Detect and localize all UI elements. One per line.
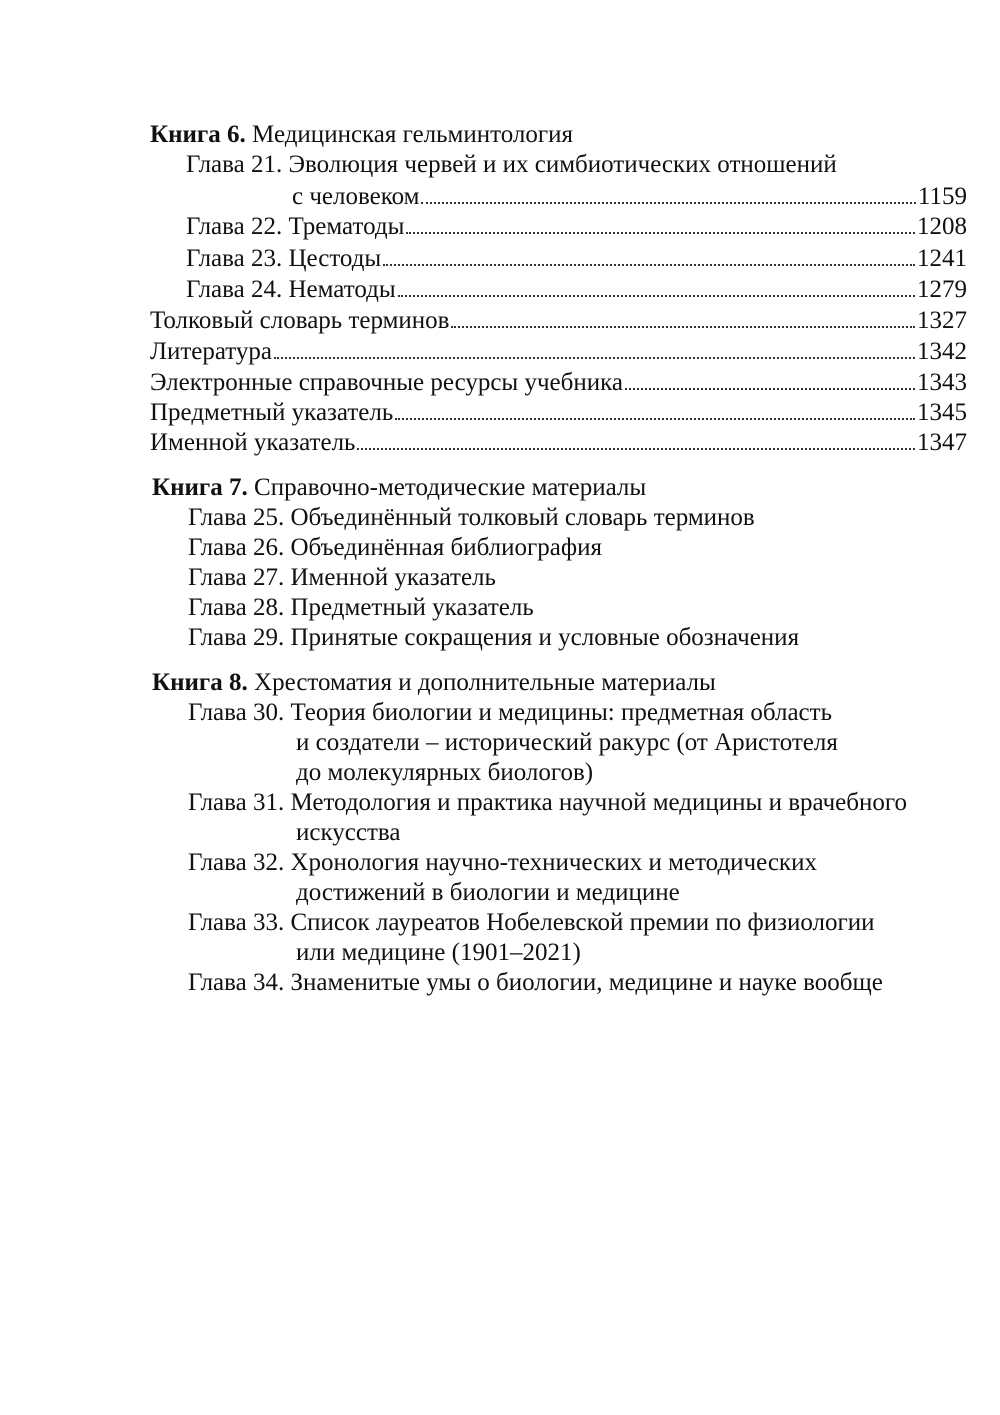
leader-dots [406, 232, 915, 234]
chapter-23-title: Цестоды [288, 245, 382, 272]
chapter-24-title: Нематоды [288, 276, 396, 303]
appendix-glossary-row [150, 306, 967, 336]
leader-dots [451, 326, 915, 328]
chapter-23-row [186, 244, 967, 274]
appendix-literature-row [150, 337, 967, 367]
chapter-30-line2 [296, 728, 838, 758]
chapter-21-label: Глава 21. [186, 151, 283, 178]
chapter-31-title: Методология и практика научной медицины и врачебного [290, 789, 908, 816]
chapter-22-row [186, 212, 967, 242]
leader-dots [398, 295, 915, 297]
chapter-24-row [186, 275, 967, 305]
chapter-29-label: Глава 29. [188, 624, 285, 651]
chapter-25-label: Глава 25. [188, 504, 285, 531]
chapter-33-title-cont: или медицине (1901–2021) [296, 939, 581, 966]
chapter-22-title: Трематоды [288, 213, 405, 240]
chapter-21-line2 [292, 182, 967, 212]
appendix-subject-index-row [150, 398, 967, 428]
chapter-33-title: Список лауреатов Нобелевской премии по физиологии [290, 909, 875, 936]
chapter-33-line2 [296, 938, 581, 968]
book7-label: Книга 7. [152, 474, 248, 501]
chapter-25-row [188, 503, 755, 533]
appendix-glossary-title: Толковый словарь терминов [150, 307, 450, 334]
chapter-30-title: Теория биологии и медицины: предметная область [290, 699, 832, 726]
chapter-27-label: Глава 27. [188, 564, 285, 591]
leader-dots [421, 202, 915, 204]
chapter-29-row [188, 623, 799, 653]
chapter-23-page: 1241 [917, 245, 967, 272]
leader-dots [395, 418, 915, 420]
leader-dots [274, 357, 915, 359]
chapter-26-row [188, 533, 602, 563]
chapter-25-title: Объединённый толковый словарь терминов [290, 504, 755, 531]
chapter-32-line2 [296, 878, 680, 908]
appendix-eresources-title: Электронные справочные ресурсы учебника [150, 369, 623, 396]
chapter-23-label: Глава 23. [186, 245, 283, 272]
book7-title: Справочно-методические материалы [254, 474, 647, 501]
book6-label: Книга 6. [150, 121, 246, 148]
chapter-32-title-cont: достижений в биологии и медицине [296, 879, 680, 906]
chapter-24-page: 1279 [917, 276, 967, 303]
chapter-34-label: Глава 34. [188, 969, 285, 996]
chapter-26-title: Объединённая библиография [290, 534, 602, 561]
chapter-27-title: Именной указатель [290, 564, 496, 591]
chapter-34-title: Знаменитые умы о биологии, медицине и науке вообще [290, 969, 883, 996]
appendix-literature-title: Литература [150, 338, 272, 365]
chapter-30-title-cont: и создатели – исторический ракурс (от Аристотеля [296, 729, 838, 756]
chapter-32-line1 [188, 848, 817, 878]
book8-title: Хрестоматия и дополнительные материалы [254, 669, 716, 696]
chapter-27-row [188, 563, 496, 593]
leader-dots [383, 264, 915, 266]
appendix-eresources-row [150, 368, 967, 398]
book7-heading [152, 473, 646, 503]
chapter-33-label: Глава 33. [188, 909, 285, 936]
chapter-21-line1 [186, 150, 837, 180]
chapter-29-title: Принятые сокращения и условные обозначения [290, 624, 800, 651]
chapter-30-line1 [188, 698, 832, 728]
chapter-22-label: Глава 22. [186, 213, 283, 240]
chapter-28-title: Предметный указатель [290, 594, 534, 621]
chapter-21-title-cont: с человеком [292, 183, 420, 210]
appendix-subject-index-title: Предметный указатель [150, 399, 394, 426]
book8-label: Книга 8. [152, 669, 248, 696]
chapter-32-label: Глава 32. [188, 849, 285, 876]
chapter-30-label: Глава 30. [188, 699, 285, 726]
chapter-26-label: Глава 26. [188, 534, 285, 561]
book6-title: Медицинская гельминтология [252, 121, 574, 148]
book8-heading [152, 668, 716, 698]
book6-heading [150, 120, 573, 150]
chapter-31-line1 [188, 788, 907, 818]
leader-dots [625, 388, 915, 390]
chapter-21-page: 1159 [917, 183, 967, 210]
chapter-22-page: 1208 [917, 213, 967, 240]
chapter-30-title-cont2: до молекулярных биологов) [296, 759, 594, 786]
chapter-28-label: Глава 28. [188, 594, 285, 621]
chapter-30-line3 [296, 758, 593, 788]
chapter-31-title-cont: искусства [296, 819, 401, 846]
chapter-24-label: Глава 24. [186, 276, 283, 303]
appendix-subject-index-page: 1345 [917, 399, 967, 426]
leader-dots [357, 448, 915, 450]
appendix-glossary-page: 1327 [917, 307, 967, 334]
appendix-name-index-title: Именной указатель [150, 429, 356, 456]
chapter-28-row [188, 593, 534, 623]
chapter-31-line2 [296, 818, 400, 848]
chapter-21-title: Эволюция червей и их симбиотических отношений [288, 151, 837, 178]
chapter-31-label: Глава 31. [188, 789, 285, 816]
chapter-32-title: Хронология научно-технических и методических [290, 849, 817, 876]
appendix-eresources-page: 1343 [917, 369, 967, 396]
appendix-literature-page: 1342 [917, 338, 967, 365]
appendix-name-index-row [150, 428, 967, 458]
chapter-33-line1 [188, 908, 875, 938]
appendix-name-index-page: 1347 [917, 429, 967, 456]
chapter-34-row [188, 968, 883, 998]
